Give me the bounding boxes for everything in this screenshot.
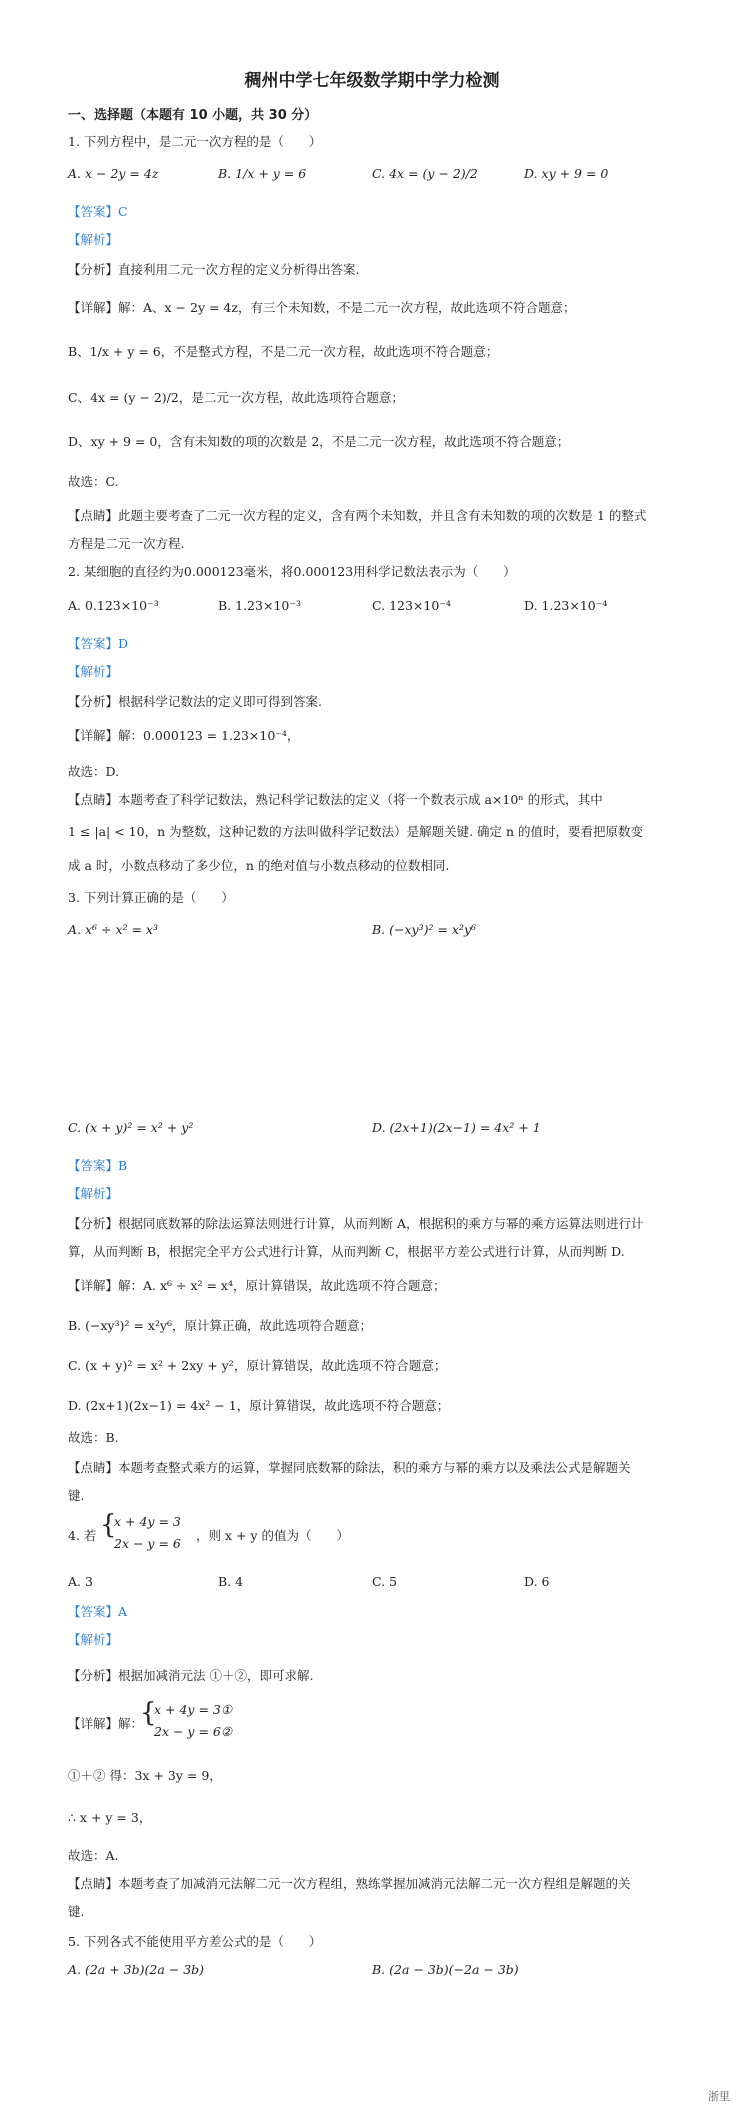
q3-dianjing-line1: 【点睛】本题考查整式乘方的运算，掌握同底数幂的除法，积的乘方与幂的乘方以及乘法公式是解题关 xyxy=(68,1460,631,1475)
q4-conclusion: 故选：A. xyxy=(68,1848,119,1863)
q4-dianjing-line1: 【点睛】本题考查了加减消元法解二元一次方程组，熟练掌握加减消元法解二元一次方程组是解题的关 xyxy=(68,1876,631,1891)
q4-xiangjie-brace: { xyxy=(140,1698,157,1728)
q2-xiangjie: 【详解】解：0.000123 = 1.23×10⁻⁴， xyxy=(68,728,300,743)
q1-xiangjie-b: B、1/x + y = 6，不是整式方程，不是二元一次方程，故此选项不符合题意； xyxy=(68,344,499,359)
q3-xiangjie-d: D. (2x+1)(2x−1) = 4x² − 1，原计算错误，故此选项不符合题意； xyxy=(68,1398,450,1413)
q3-fenxi-line2: 算，从而判断 B，根据完全平方公式进行计算，从而判断 C，根据平方差公式进行计算，从而判断 D. xyxy=(68,1244,625,1259)
q3-conclusion: 故选：B. xyxy=(68,1430,119,1445)
q1-jiexi: 【解析】 xyxy=(68,232,119,247)
q4-system-eq2: 2x − y = 6 xyxy=(114,1536,181,1551)
q1-xiangjie-a: 【详解】解：A、x − 2y = 4z，有三个未知数，不是二元一次方程，故此选项不符合题意； xyxy=(68,300,576,315)
q1-dianjing-line2: 方程是二元一次方程. xyxy=(68,536,185,551)
q1-fenxi: 【分析】直接利用二元一次方程的定义分析得出答案. xyxy=(68,262,360,277)
q4-stem-suffix: ，则 x + y 的值为（ ） xyxy=(196,1528,349,1543)
q1-stem: 1. 下列方程中，是二元一次方程的是（ ） xyxy=(68,134,322,149)
q4-step1: ①＋② 得：3x + 3y = 9， xyxy=(68,1768,222,1783)
q3-answer: 【答案】B xyxy=(68,1158,128,1173)
q3-fenxi-line1: 【分析】根据同底数幂的除法运算法则进行计算，从而判断 A，根据积的乘方与幂的乘方运算法则进行计 xyxy=(68,1216,644,1231)
q4-fenxi: 【分析】根据加减消元法 ①＋②，即可求解. xyxy=(68,1668,314,1683)
q1-dianjing-line1: 【点睛】此题主要考查了二元一次方程的定义，含有两个未知数，并且含有未知数的项的次数是 1 的整式 xyxy=(68,508,647,523)
q2-dianjing-line2: 1 ≤ |a| < 10，n 为整数，这种记数的方法叫做科学记数法）是解题关键. 确定 n 的值时，要看把原数变 xyxy=(68,824,644,839)
page-title: 稠州中学七年级数学期中学力检测 xyxy=(244,71,500,91)
q4-step2: ∴ x + y = 3， xyxy=(68,1810,152,1825)
q2-fenxi: 【分析】根据科学记数法的定义即可得到答案. xyxy=(68,694,322,709)
q3-stem: 3. 下列计算正确的是（ ） xyxy=(68,890,234,905)
q2-option-b: B. 1.23×10⁻³ xyxy=(218,598,301,613)
q2-option-d: D. 1.23×10⁻⁴ xyxy=(524,598,608,613)
q2-answer: 【答案】D xyxy=(68,636,129,651)
q1-option-b: B. 1/x + y = 6 xyxy=(218,166,307,181)
q2-option-c: C. 123×10⁻⁴ xyxy=(372,598,451,613)
q2-option-a: A. 0.123×10⁻³ xyxy=(68,598,159,613)
q3-xiangjie-c: C. (x + y)² = x² + 2xy + y²，原计算错误，故此选项不符合题意； xyxy=(68,1358,447,1373)
q3-option-a: A. x⁶ ÷ x² = x³ xyxy=(68,922,158,937)
q3-option-c: C. (x + y)² = x² + y² xyxy=(68,1120,194,1135)
section-heading: 一、选择题（本题有 10 小题，共 30 分） xyxy=(68,108,318,123)
q3-option-d: D. (2x+1)(2x−1) = 4x² + 1 xyxy=(372,1120,541,1135)
q4-xiangjie-eq2: 2x − y = 6② xyxy=(154,1724,233,1739)
q4-brace: { xyxy=(100,1510,117,1540)
q4-option-d: D. 6 xyxy=(524,1574,550,1589)
q5-option-a: A. (2a + 3b)(2a − 3b) xyxy=(68,1962,205,1977)
q1-conclusion: 故选：C. xyxy=(68,474,119,489)
q2-dianjing-line1: 【点睛】本题考查了科学记数法，熟记科学记数法的定义（将一个数表示成 a×10ⁿ 的形式，其中 xyxy=(68,792,603,807)
q3-xiangjie-b: B. (−xy³)² = x²y⁶，原计算正确，故此选项符合题意； xyxy=(68,1318,373,1333)
q5-option-b: B. (2a − 3b)(−2a − 3b) xyxy=(372,1962,519,1977)
q1-xiangjie-d: D、xy + 9 = 0，含有未知数的项的次数是 2，不是二元一次方程，故此选项不符合题意； xyxy=(68,434,570,449)
q2-dianjing-line3: 成 a 时，小数点移动了多少位，n 的绝对值与小数点移动的位数相同. xyxy=(68,858,450,873)
page-footer: 浙里 xyxy=(708,2090,730,2103)
q4-option-a: A. 3 xyxy=(68,1574,93,1589)
q1-answer: 【答案】C xyxy=(68,204,128,219)
q4-xiangjie-prefix: 【详解】解： xyxy=(68,1716,144,1731)
q4-system-eq1: x + 4y = 3 xyxy=(114,1514,181,1529)
q1-option-d: D. xy + 9 = 0 xyxy=(524,166,609,181)
q4-jiexi: 【解析】 xyxy=(68,1632,119,1647)
q4-answer: 【答案】A xyxy=(68,1604,128,1619)
q4-option-c: C. 5 xyxy=(372,1574,398,1589)
q3-dianjing-line2: 键. xyxy=(68,1488,85,1503)
q3-option-b: B. (−xy³)² = x²y⁶ xyxy=(372,922,477,937)
q2-conclusion: 故选：D. xyxy=(68,764,120,779)
q4-xiangjie-eq1: x + 4y = 3① xyxy=(154,1702,233,1717)
q1-option-a: A. x − 2y = 4z xyxy=(68,166,159,181)
q5-stem: 5. 下列各式不能使用平方差公式的是（ ） xyxy=(68,1934,322,1949)
q4-dianjing-line2: 键. xyxy=(68,1904,85,1919)
q2-jiexi: 【解析】 xyxy=(68,664,119,679)
q3-jiexi: 【解析】 xyxy=(68,1186,119,1201)
q4-option-b: B. 4 xyxy=(218,1574,244,1589)
q2-stem: 2. 某细胞的直径约为0.000123毫米，将0.000123用科学记数法表示为（ ） xyxy=(68,564,516,579)
q3-xiangjie-a: 【详解】解：A. x⁶ ÷ x² = x⁴，原计算错误，故此选项不符合题意； xyxy=(68,1278,446,1293)
q1-option-c: C. 4x = (y − 2)/2 xyxy=(372,166,478,181)
q1-xiangjie-c: C、4x = (y − 2)/2，是二元一次方程，故此选项符合题意； xyxy=(68,390,404,405)
q4-stem-prefix: 4. 若 xyxy=(68,1528,97,1543)
